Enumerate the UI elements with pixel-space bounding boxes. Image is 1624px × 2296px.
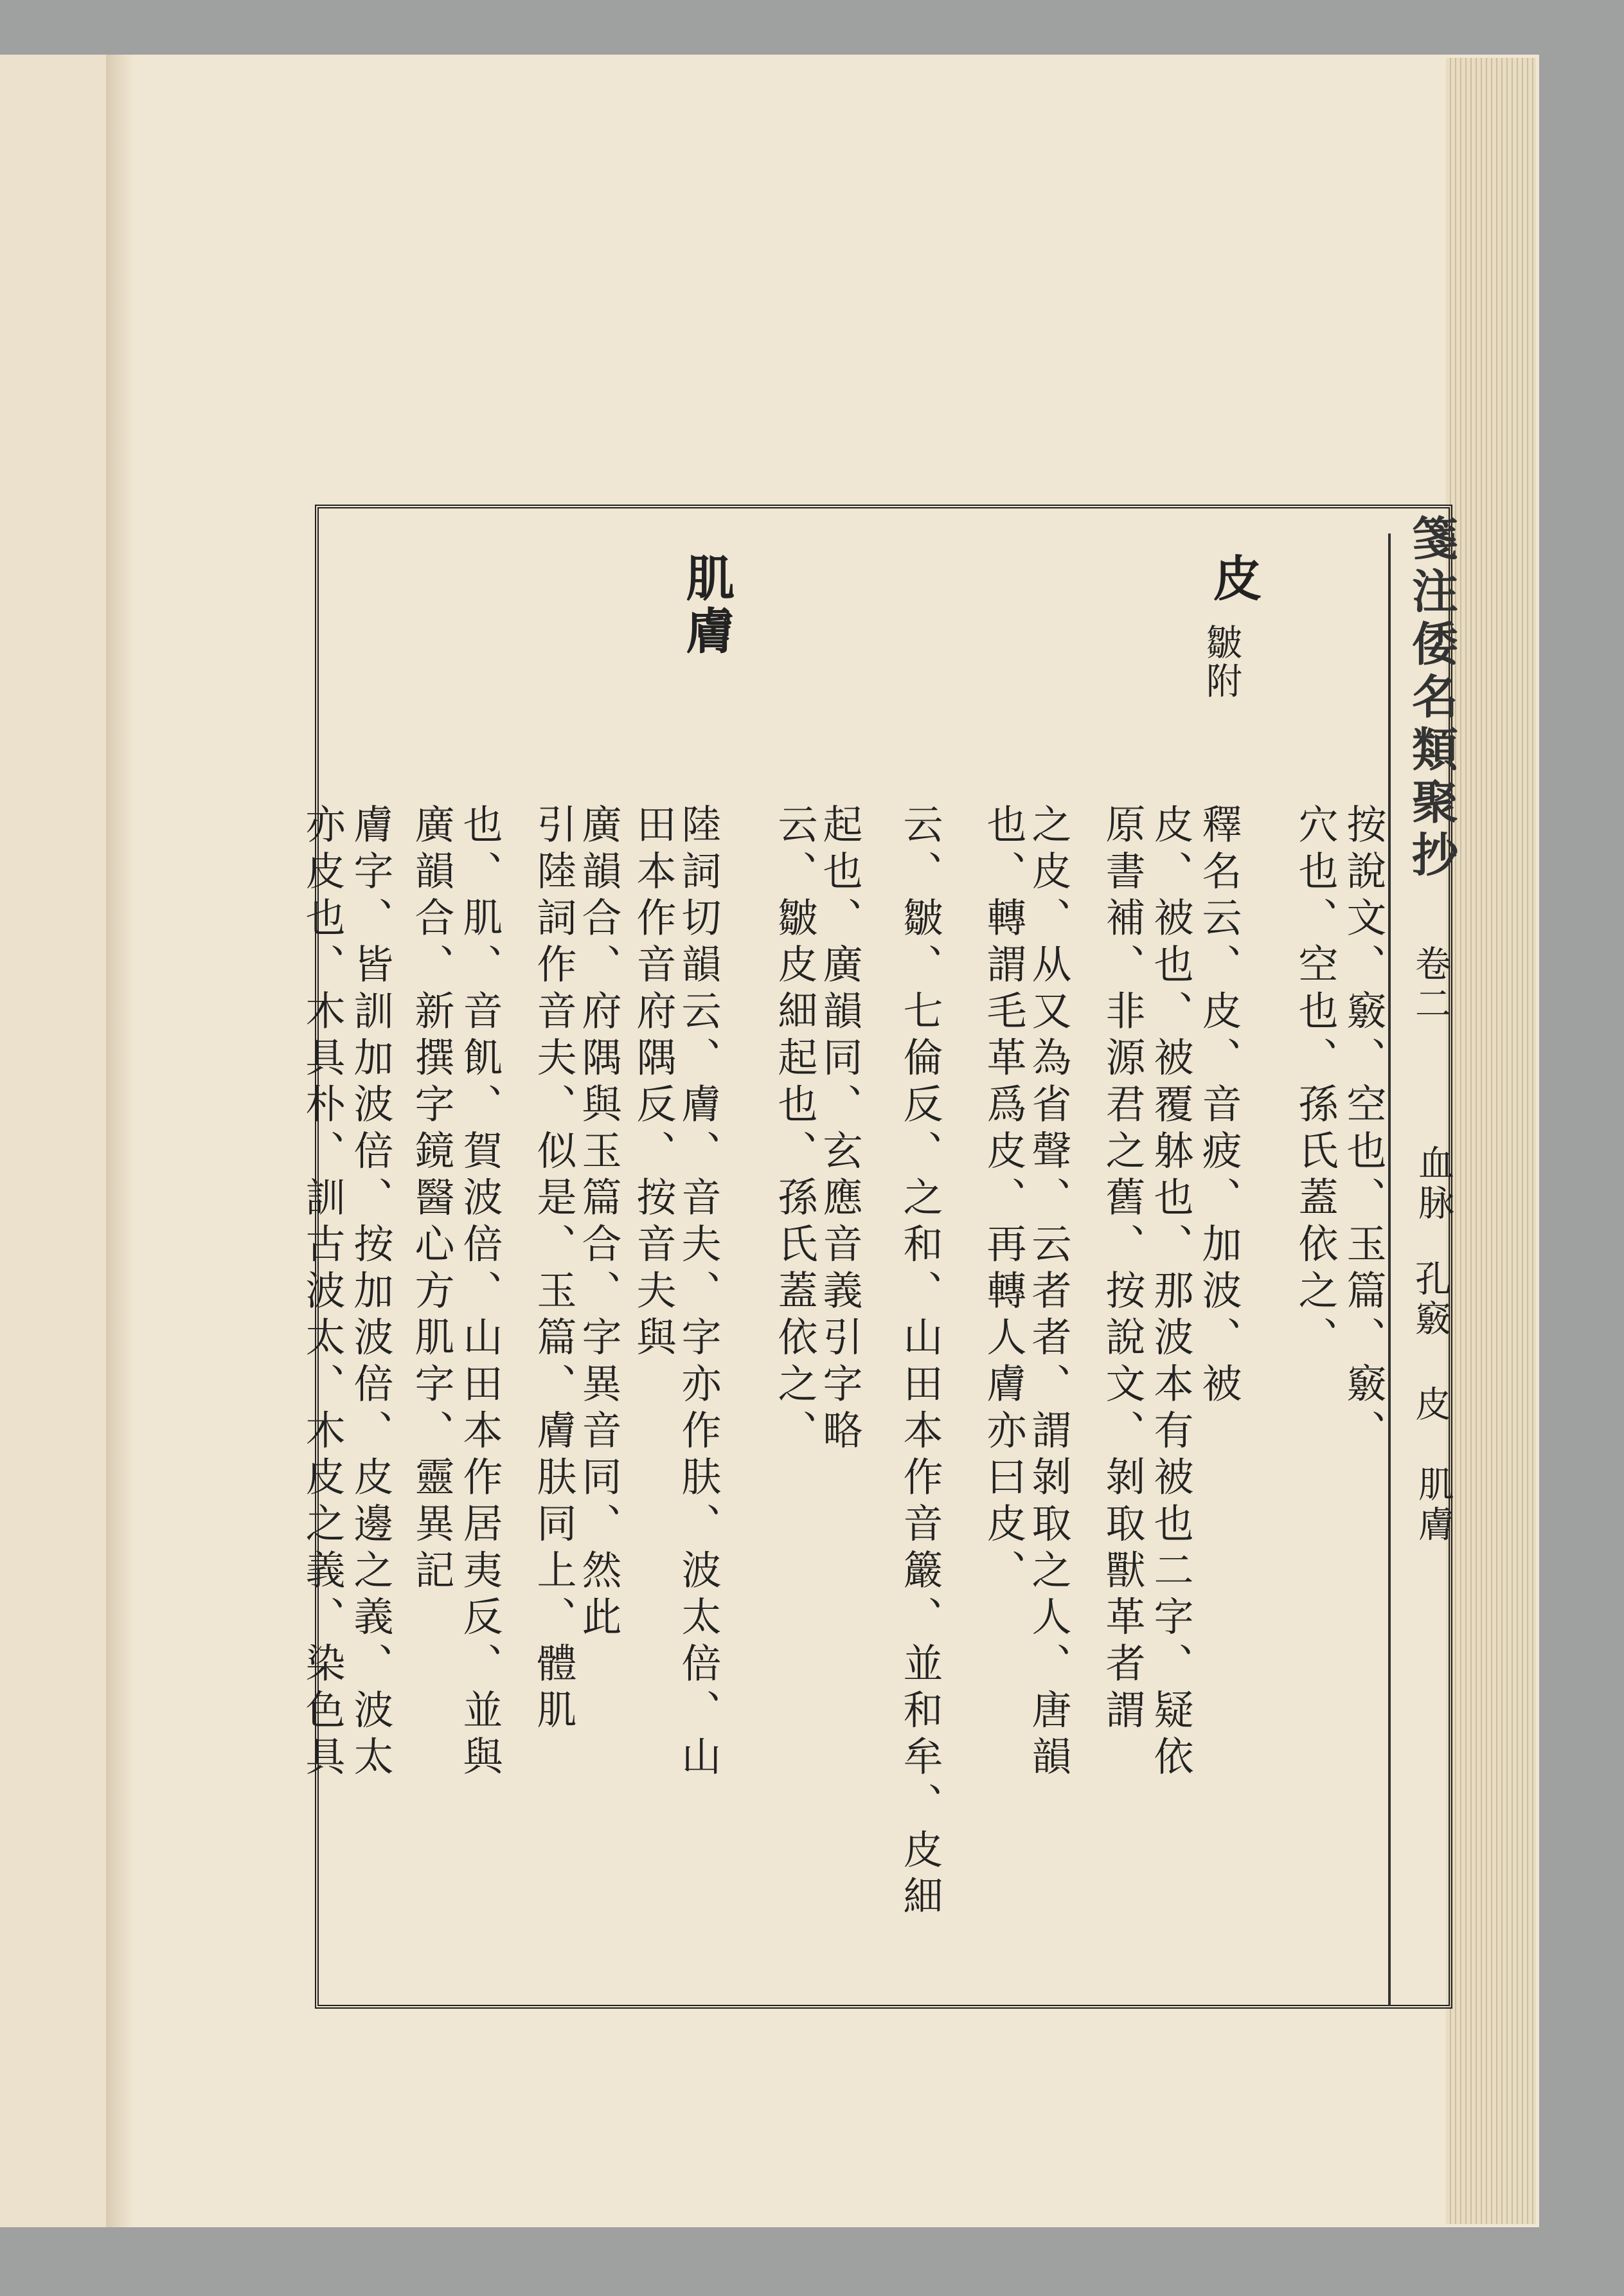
text-column: 穴也、空也、孫氏蓋依之、 xyxy=(1292,803,1339,1363)
text-column: 廣韻合、新撰字鏡醫心方肌字、靈異記 xyxy=(408,803,455,1596)
running-volume: 卷二 xyxy=(1409,945,1451,1025)
running-title: 箋注倭名類聚抄 xyxy=(1404,514,1459,883)
text-column: 釋名云、皮、音疲、加波、被 xyxy=(1195,803,1242,1410)
text-column: 也、肌、音飢、賀波倍、山田本作居夷反、並與 xyxy=(456,803,503,1782)
subheads-label: 孔竅 皮 xyxy=(1409,1260,1451,1425)
left-page xyxy=(0,55,106,2227)
right-note: 肌膚 xyxy=(1413,1466,1454,1545)
text-column: 按說文、竅、空也、玉篇、竅、 xyxy=(1340,803,1387,1456)
text-column: 起也、廣韻同、玄應音義引字略 xyxy=(816,803,863,1456)
text-column: 膚字、皆訓加波倍、按加波倍、皮邊之義、波太 xyxy=(347,803,394,1782)
text-column: 原書補、非源君之舊、按說文、剝取獸革者謂 xyxy=(1099,803,1146,1735)
text-column: 亦皮也、木具朴、訓古波太、木皮之義、染色具 xyxy=(299,803,346,1782)
text-column: 陸詞切韻云、膚、音夫、字亦作肤、波太倍、山 xyxy=(675,803,722,1782)
text-column: 皮、被也、被覆躰也、那波本有被也二字、疑依 xyxy=(1147,803,1194,1782)
chapter-label: 血脉 xyxy=(1413,1144,1454,1224)
heading-skin-note: 皺附 xyxy=(1200,623,1242,701)
book-gutter xyxy=(106,55,132,2227)
text-column: 也、轉謂毛革爲皮、再轉人膚亦曰皮、 xyxy=(980,803,1027,1596)
heading-skin: 皮 xyxy=(1205,553,1262,605)
margin-separator xyxy=(1388,534,1391,2005)
text-column: 引陸詞作音夫、似是、玉篇、膚肤同上、體肌 xyxy=(530,803,577,1735)
text-column: 廣韻合、府隅與玉篇合、字異音同、然此 xyxy=(575,803,622,1642)
text-column: 云、皺皮細起也、孫氏蓋依之、 xyxy=(771,803,818,1456)
text-column: 田本作音府隅反、按音夫與 xyxy=(630,803,677,1363)
page-edges xyxy=(1446,58,1536,2224)
text-column: 之皮、从又為省聲、云者者、謂剝取之人、唐韻 xyxy=(1025,803,1072,1782)
heading-flesh: 肌膚 xyxy=(678,553,735,658)
text-column: 云、皺、七倫反、之和、山田本作音䉷、並和牟、皮細 xyxy=(897,803,943,1922)
